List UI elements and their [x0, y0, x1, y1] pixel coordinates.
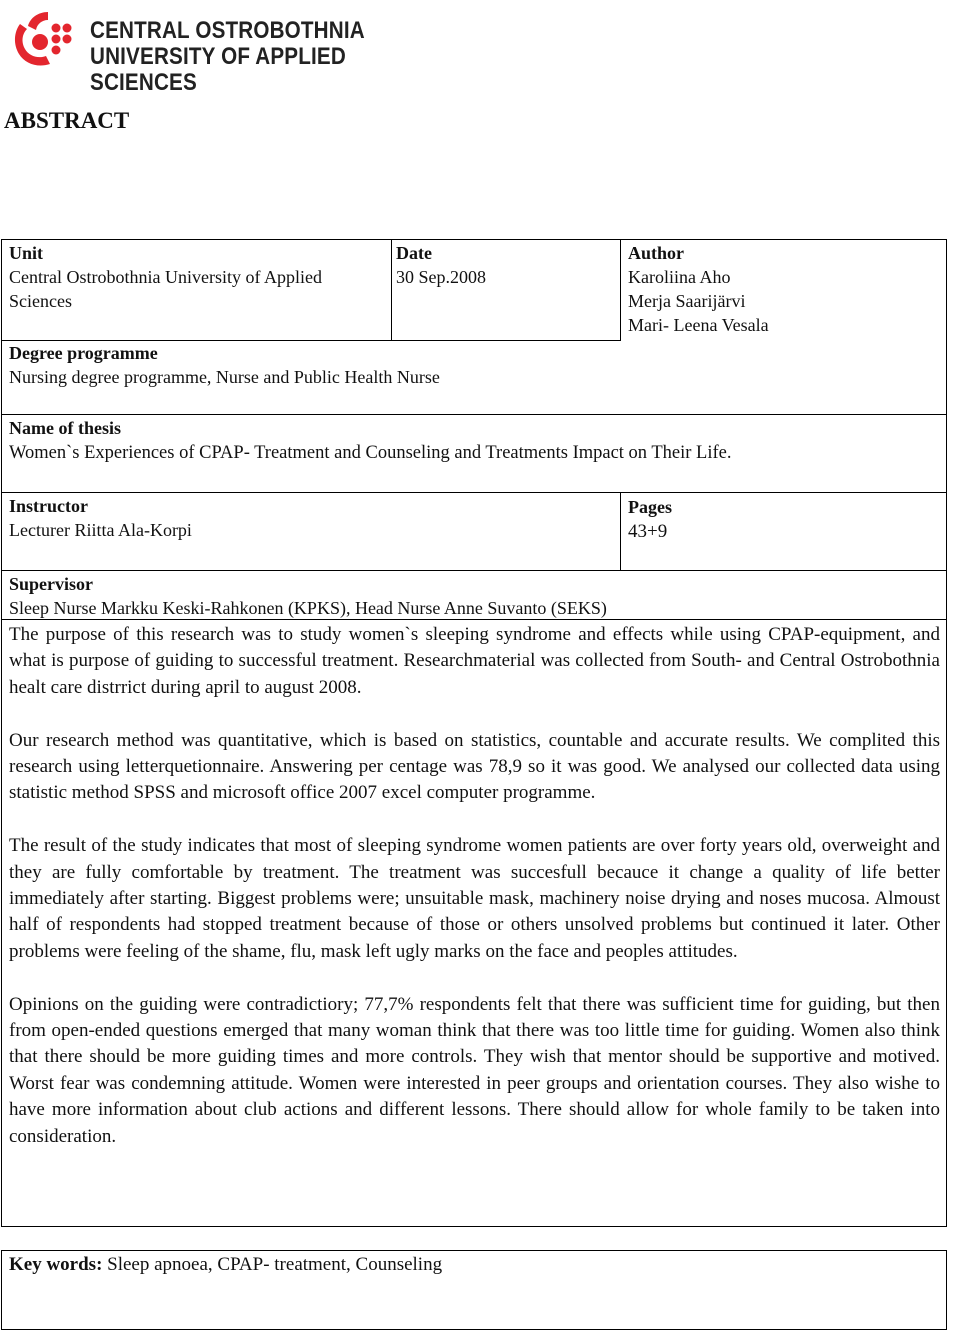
- logo-wordmark: [90, 18, 400, 96]
- thesis-cell: [9, 416, 944, 465]
- degree-value: Nursing degree programme, Nurse and Public Health Nurse: [9, 367, 440, 387]
- author-name: Karoliina Aho: [628, 267, 731, 287]
- author-cell: [628, 241, 938, 337]
- abstract-paragraph: Opinions on the guiding were contradictiory; 77,7% respondents felt that there was sufficient time for guiding, but then from open-ended questions emerged that many woman think that there was too little time for guiding. Women also think that there should be more guiding times and more controls. They wish that mentor should be supportive and motived. Worst fear was condemning attitude. Women were interested in peer groups and orientation courses. They also wishe to have more information about club actions and different lessons. There should allow for whole family to be taken into consideration.: [9, 993, 940, 1147]
- page-title: ABSTRACT: [4, 108, 130, 133]
- supervisor-value: Sleep Nurse Markku Keski-Rahkonen (KPKS), Head Nurse Anne Suvanto (SEKS): [9, 598, 607, 618]
- date-cell: [396, 241, 616, 289]
- instructor-value: Lecturer Riitta Ala-Korpi: [9, 520, 192, 540]
- pages-cell: [628, 495, 928, 544]
- unit-value-line2: Sciences: [9, 291, 72, 311]
- thesis-label: Name of thesis: [9, 418, 121, 438]
- author-label: Author: [628, 243, 685, 263]
- unit-value-line1: Central Ostrobothnia University of Applied: [9, 267, 322, 287]
- keywords-value: Sleep apnoea, CPAP- treatment, Counseling: [102, 1254, 443, 1275]
- pages-label: Pages: [628, 497, 672, 517]
- divider-date-author: [620, 239, 621, 340]
- divider-degree-bottom: [1, 414, 947, 415]
- abstract-body: [9, 622, 940, 1150]
- date-value: 30 Sep.2008: [396, 267, 486, 287]
- date-label: Date: [396, 243, 432, 263]
- divider-unit-date: [391, 239, 392, 340]
- degree-label: Degree programme: [9, 343, 158, 363]
- unit-label: Unit: [9, 243, 44, 263]
- divider-instructor-pages: [620, 492, 621, 570]
- abstract-paragraph: The result of the study indicates that most of sleeping syndrome women patients are over forty years old, overweight and they are fully comfortable by treatment. The treatment was succesfull becauce it change a quality of life better immediately after starting. Biggest problems were; unsuitable mask, machinery noise drying and noses mucosa. Almoust half of respondents had stopped treatment because of those or others unsolved problems but continued it later. Other problems were feeling of the shame, flu, mask left ugly marks on the face and peoples attitudes.: [9, 835, 940, 962]
- author-name: Merja Saarijärvi: [628, 291, 746, 311]
- abstract-paragraph: The purpose of this research was to study women`s sleeping syndrome and effects while using CPAP-equipment, and what is purpose of guiding to successful treatment. Researchmaterial was collected from South- and Central Ostrobothnia healt care distrrict during april to august 2008.: [9, 624, 940, 698]
- instructor-cell: [9, 494, 609, 542]
- university-logo-icon: [10, 6, 80, 70]
- divider-thesis-bottom: [1, 492, 947, 493]
- supervisor-cell: [9, 572, 944, 620]
- author-name: Mari- Leena Vesala: [628, 315, 769, 335]
- unit-cell: [9, 241, 387, 313]
- keywords: [9, 1253, 442, 1277]
- pages-value: 43+9: [628, 521, 668, 542]
- university-logo: [10, 6, 450, 96]
- instructor-label: Instructor: [9, 496, 88, 516]
- logo-line1: CENTRAL OSTROBOTHNIA: [90, 17, 365, 44]
- keywords-label: Key words:: [9, 1254, 103, 1275]
- divider-instructor-bottom: [1, 570, 947, 571]
- degree-cell: [9, 341, 909, 389]
- supervisor-label: Supervisor: [9, 574, 94, 594]
- abstract-paragraph: Our research method was quantitative, which is based on statistics, countable and accurate results. We complited this research using letterquetionnaire. Answering per centage was 78,9 so it was good. We analysed our collected data using statistic method SPSS and microsoft office 2007 excel computer programme.: [9, 729, 940, 804]
- logo-line2: UNIVERSITY OF APPLIED SCIENCES: [90, 43, 346, 96]
- thesis-value: Women`s Experiences of CPAP- Treatment and Counseling and Treatments Impact on Their Life.: [9, 443, 732, 463]
